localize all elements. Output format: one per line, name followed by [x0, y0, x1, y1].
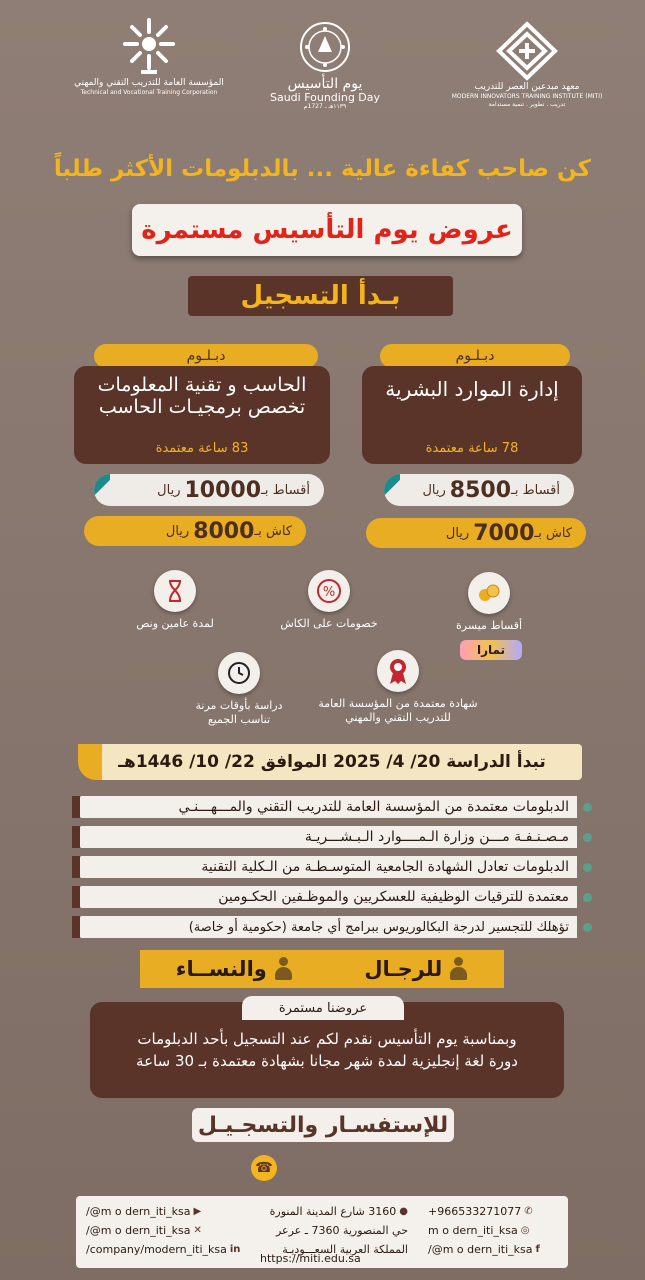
twitter-icon: ✕	[193, 1225, 202, 1236]
start-date-banner	[82, 744, 582, 780]
twitter-link[interactable]: /@m o dern_iti_ksa ✕	[86, 1221, 240, 1240]
program-cs-cash	[84, 516, 306, 546]
program-cs-tag: دبـلـوم	[94, 344, 318, 368]
whatsapp-link[interactable]: +966533271077 ✆	[428, 1202, 540, 1221]
miti-name-en: MODERN INNOVATORS TRAINING INSTITUTE (MITI)	[451, 93, 603, 100]
feature-cash-discount-label: خصومات على الكاش	[280, 617, 378, 630]
man-icon	[448, 957, 468, 981]
audience-banner	[140, 950, 504, 988]
program-hr-installments	[384, 474, 574, 506]
bullet-dot-icon	[583, 863, 592, 872]
corner-accent-icon	[94, 474, 110, 506]
certificate-medal-icon	[377, 650, 419, 692]
feature-duration-label: لمدة عامين ونص	[136, 617, 214, 630]
hourglass-icon	[154, 570, 196, 612]
founding-day-year: ١١٣٩هـ ـ 1727م	[303, 103, 347, 110]
facebook-link[interactable]: /@m o dern_iti_ksa f	[428, 1240, 540, 1259]
cash-label: كاش بـ	[534, 525, 572, 541]
founding-day-title-en: Saudi Founding Day	[269, 91, 381, 104]
program-hr-card[interactable]	[362, 366, 582, 464]
coins-icon	[468, 572, 510, 614]
inquiry-button[interactable]: للإستفسـار والتسجـيـل	[192, 1108, 454, 1142]
clock-icon	[218, 652, 260, 694]
list-item: معتمدة للترقيات الوظيفية للعسكريين والموظـفين الحكـومين	[72, 886, 592, 908]
cash-label: كاش بـ	[254, 523, 292, 539]
installments-currency: ريال	[422, 482, 446, 498]
corner-accent-icon	[384, 474, 400, 506]
program-cs-hours: 83 ساعة معتمدة	[155, 441, 249, 456]
program-cs-installments	[94, 474, 324, 506]
start-date-text: تبدأ الدراسة 20/ 4/ 2025 الموافق 22/ 10/ 1446هـ	[118, 752, 546, 772]
linkedin-link[interactable]: /company/modern_iti_ksa in	[86, 1240, 240, 1259]
miti-tagline: تدريب . تطوير . تنمية مستدامة	[488, 101, 566, 108]
feature-flexible-hours	[184, 652, 294, 727]
program-hr-cash	[366, 518, 586, 548]
installments-currency: ريال	[157, 482, 181, 498]
installments-value: 10000	[184, 477, 262, 503]
linkedin-icon: in	[229, 1244, 241, 1255]
list-item: تؤهلك للتجسير لدرجة البكالوريوس ببرامج أي جامعة (حكومية أو خاصة)	[72, 916, 592, 938]
tvtc-name-en: Technical and Vocational Training Corporation	[80, 89, 218, 96]
woman-icon	[273, 957, 293, 981]
youtube-icon: ▶	[193, 1206, 202, 1217]
registration-banner: بـدأ التسجيل	[188, 276, 453, 316]
installments-label: أقساط بـ	[511, 482, 560, 498]
tamara-badge: تمارا	[460, 640, 522, 660]
youtube-link[interactable]: /@m o dern_iti_ksa ▶	[86, 1202, 240, 1221]
headline: كن صاحب كفاءة عالية ... بالدبلومات الأكثر طلباً	[53, 156, 592, 182]
bullet-dot-icon	[583, 833, 592, 842]
offer-line-2: دورة لغة إنجليزية لمدة شهر مجانا بشهادة معتمدة بـ 30 ساعة	[136, 1052, 518, 1070]
bullet-dot-icon	[583, 893, 592, 902]
bullet-dot-icon	[583, 803, 592, 812]
website-link[interactable]: https://miti.edu.sa	[260, 1252, 361, 1265]
offer-tab: عروضنا مستمرة	[242, 996, 404, 1020]
instagram-link[interactable]: m o dern_iti_ksa ◎	[428, 1221, 540, 1240]
cash-value: 7000	[473, 520, 535, 546]
miti-kufic-emblem-icon	[491, 20, 563, 82]
tvtc-name-ar: المؤسسة العامة للتدريب التقني والمهني	[74, 78, 224, 88]
cash-value: 8000	[193, 518, 255, 544]
feature-duration	[120, 570, 230, 631]
offer-line-1: وبمناسبة يوم التأسيس نقدم لكم عند التسجيل بأحد الدبلومات	[137, 1030, 517, 1048]
program-cs-card[interactable]	[74, 366, 330, 464]
program-cs-name: الحاسب و تقنية المعلومات تخصص برمجيـات الحاسب	[97, 374, 307, 418]
installments-label: أقساط بـ	[261, 482, 310, 498]
program-hr-name: إدارة الموارد البشرية	[385, 377, 559, 401]
feature-installments-label: أقساط ميسرة	[456, 619, 523, 632]
phone-icon[interactable]: ☎	[251, 1155, 277, 1181]
facebook-icon: f	[535, 1244, 540, 1255]
address-line-2: حي المنصورية 7360 ـ عرعر	[275, 1224, 408, 1237]
founding-day-title-ar: يوم التأسيس	[287, 76, 363, 92]
founding-day-emblem-icon	[296, 18, 354, 76]
bullet-dot-icon	[583, 923, 592, 932]
installments-value: 8500	[449, 477, 512, 503]
cash-currency: ريال	[445, 525, 470, 541]
feature-certificate	[318, 650, 478, 725]
percent-badge-icon	[308, 570, 350, 612]
whatsapp-icon: ✆	[524, 1206, 533, 1217]
list-item: الدبلومات معتمدة من المؤسسة العامة للتدريب التقني والمـــهـــنـي	[72, 796, 592, 818]
audience-women: والنســاء	[176, 957, 293, 981]
svg-text:%: %	[322, 585, 336, 600]
footer-social-left	[86, 1202, 240, 1259]
list-item: الدبلومات تعادل الشهادة الجامعية المتوسـطـة من الـكلية التقنية	[72, 856, 592, 878]
footer-contacts	[76, 1196, 568, 1268]
list-item: مـصـنـفـة مـــن وزارة الـمــــوارد الـبـشـــريـة	[72, 826, 592, 848]
instagram-icon: ◎	[520, 1225, 530, 1236]
program-hr-tag: دبـلـوم	[380, 344, 570, 368]
miti-name-ar: معهد مبدعين العصر للتدريب	[474, 82, 580, 92]
feature-cash-discount	[274, 570, 384, 631]
location-pin-icon: ●	[399, 1206, 408, 1217]
tvtc-flower-emblem-icon	[117, 14, 181, 78]
address-line-3: المملكة العربية السعـــوديـة	[282, 1243, 408, 1256]
miti-logo	[452, 20, 602, 109]
audience-men: للرجـال	[364, 957, 468, 981]
footer-address: ● 3160 شارع المدينة المنورة حي المنصورية 7360 ـ عرعر المملكة العربية السعـــوديـة	[248, 1202, 408, 1259]
offer-banner: عروض يوم التأسيس مستمرة	[132, 204, 522, 256]
tvtc-logo	[74, 14, 224, 97]
footer-contacts-right	[428, 1202, 540, 1259]
founding-day-logo	[260, 18, 390, 111]
program-hr-hours: 78 ساعة معتمدة	[425, 441, 519, 456]
feature-certificate-label: شهادة معتمدة من المؤسسة العامة للتدريب التقني والمهني	[318, 697, 478, 724]
feature-installments	[434, 572, 544, 633]
feature-flexible-hours-label: دراسة بأوقات مرنة تناسب الجميع	[195, 699, 283, 726]
cash-currency: ريال	[165, 523, 190, 539]
